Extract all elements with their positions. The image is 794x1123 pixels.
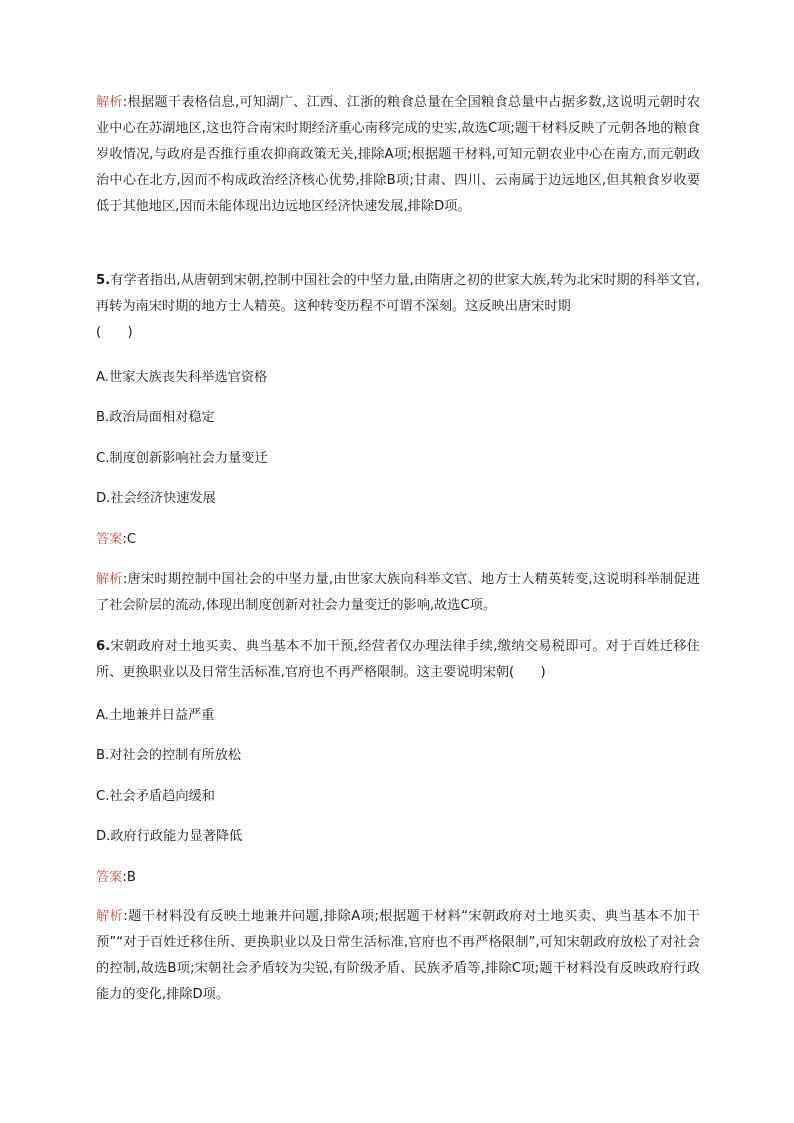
question-number: 6. [96, 639, 111, 654]
question-stem: 有学者指出,从唐朝到宋朝,控制中国社会的中坚力量,由隋唐之初的世家大族,转为北宋时期的科举文官,再转为南宋时期的地方士人精英。这种转变历程不可谓不深刻。这反映出唐宋时期 [96, 273, 700, 314]
option-c: C.制度创新影响社会力量变迁 [96, 451, 268, 466]
analysis-text: :题干材料没有反映土地兼并问题,排除A项;根据题干材料“宋朝政府对土地买卖、典当基本不加干预”“对于百姓迁移住所、更换职业以及日常生活标准,官府也不再严格限制”,可知宋朝政府放松了对社会的控制,故选B项;宋朝社会矛盾较为尖锐,有阶级矛盾、民族矛盾等,排除C项;题干材料没有反映政府行政能力的变化,排除D项。 [96, 909, 700, 1002]
answer-value: :C [122, 532, 137, 547]
option-c: C.社会矛盾趋向缓和 [96, 789, 215, 804]
option-d: D.社会经济快速发展 [96, 491, 216, 506]
analysis-label: 解析 [96, 909, 124, 924]
q4-analysis [96, 90, 700, 220]
answer-blank: ( ) [96, 325, 133, 340]
question-stem: 宋朝政府对土地买卖、典当基本不加干预,经营者仅办理法律手续,缴纳交易税即可。对于百姓迁移住所、更换职业以及日常生活标准,官府也不再严格限制。这主要说明宋朝( ) [96, 639, 700, 680]
q5-analysis [96, 567, 700, 619]
question-6 [96, 634, 700, 686]
question-5 [96, 268, 700, 346]
option-d: D.政府行政能力显著降低 [96, 829, 243, 844]
analysis-label: 解析 [96, 572, 123, 587]
option-a: A.世家大族丧失科举选官资格 [96, 370, 268, 385]
answer-label: 答案 [96, 870, 123, 885]
option-a: A.土地兼并日益严重 [96, 708, 215, 723]
answer-line [96, 868, 700, 888]
analysis-label: 解析 [96, 95, 123, 110]
answer-value: :B [122, 870, 136, 885]
option-b: B.政治局面相对稳定 [96, 410, 215, 425]
answer-label: 答案 [96, 532, 123, 547]
analysis-text: :根据题干表格信息,可知湖广、江西、江浙的粮食总量在全国粮食总量中占据多数,这说明元朝时农业中心在苏湖地区,这也符合南宋时期经济重心南移完成的史实,故选C项;题干材料反映了元朝各地的粮食岁收情况,与政府是否推行重农抑商政策无关,排除A项;根据题干材料,可知元朝农业中心在南方,而元朝政治中心在北方,因而不构成政治经济核心优势,排除B项;甘肃、四川、云南属于边远地区,但其粮食岁收要低于其他地区,因而未能体现出边远地区经济快速发展,排除D项。 [96, 95, 701, 214]
analysis-text: :唐宋时期控制中国社会的中坚力量,由世家大族向科举文官、地方士人精英转变,这说明科举制促进了社会阶层的流动,体现出制度创新对社会力量变迁的影响,故选C项。 [96, 572, 701, 613]
q6-analysis [96, 904, 700, 1008]
answer-line [96, 530, 700, 550]
question-number: 5. [96, 273, 111, 288]
option-b: B.对社会的控制有所放松 [96, 748, 242, 763]
